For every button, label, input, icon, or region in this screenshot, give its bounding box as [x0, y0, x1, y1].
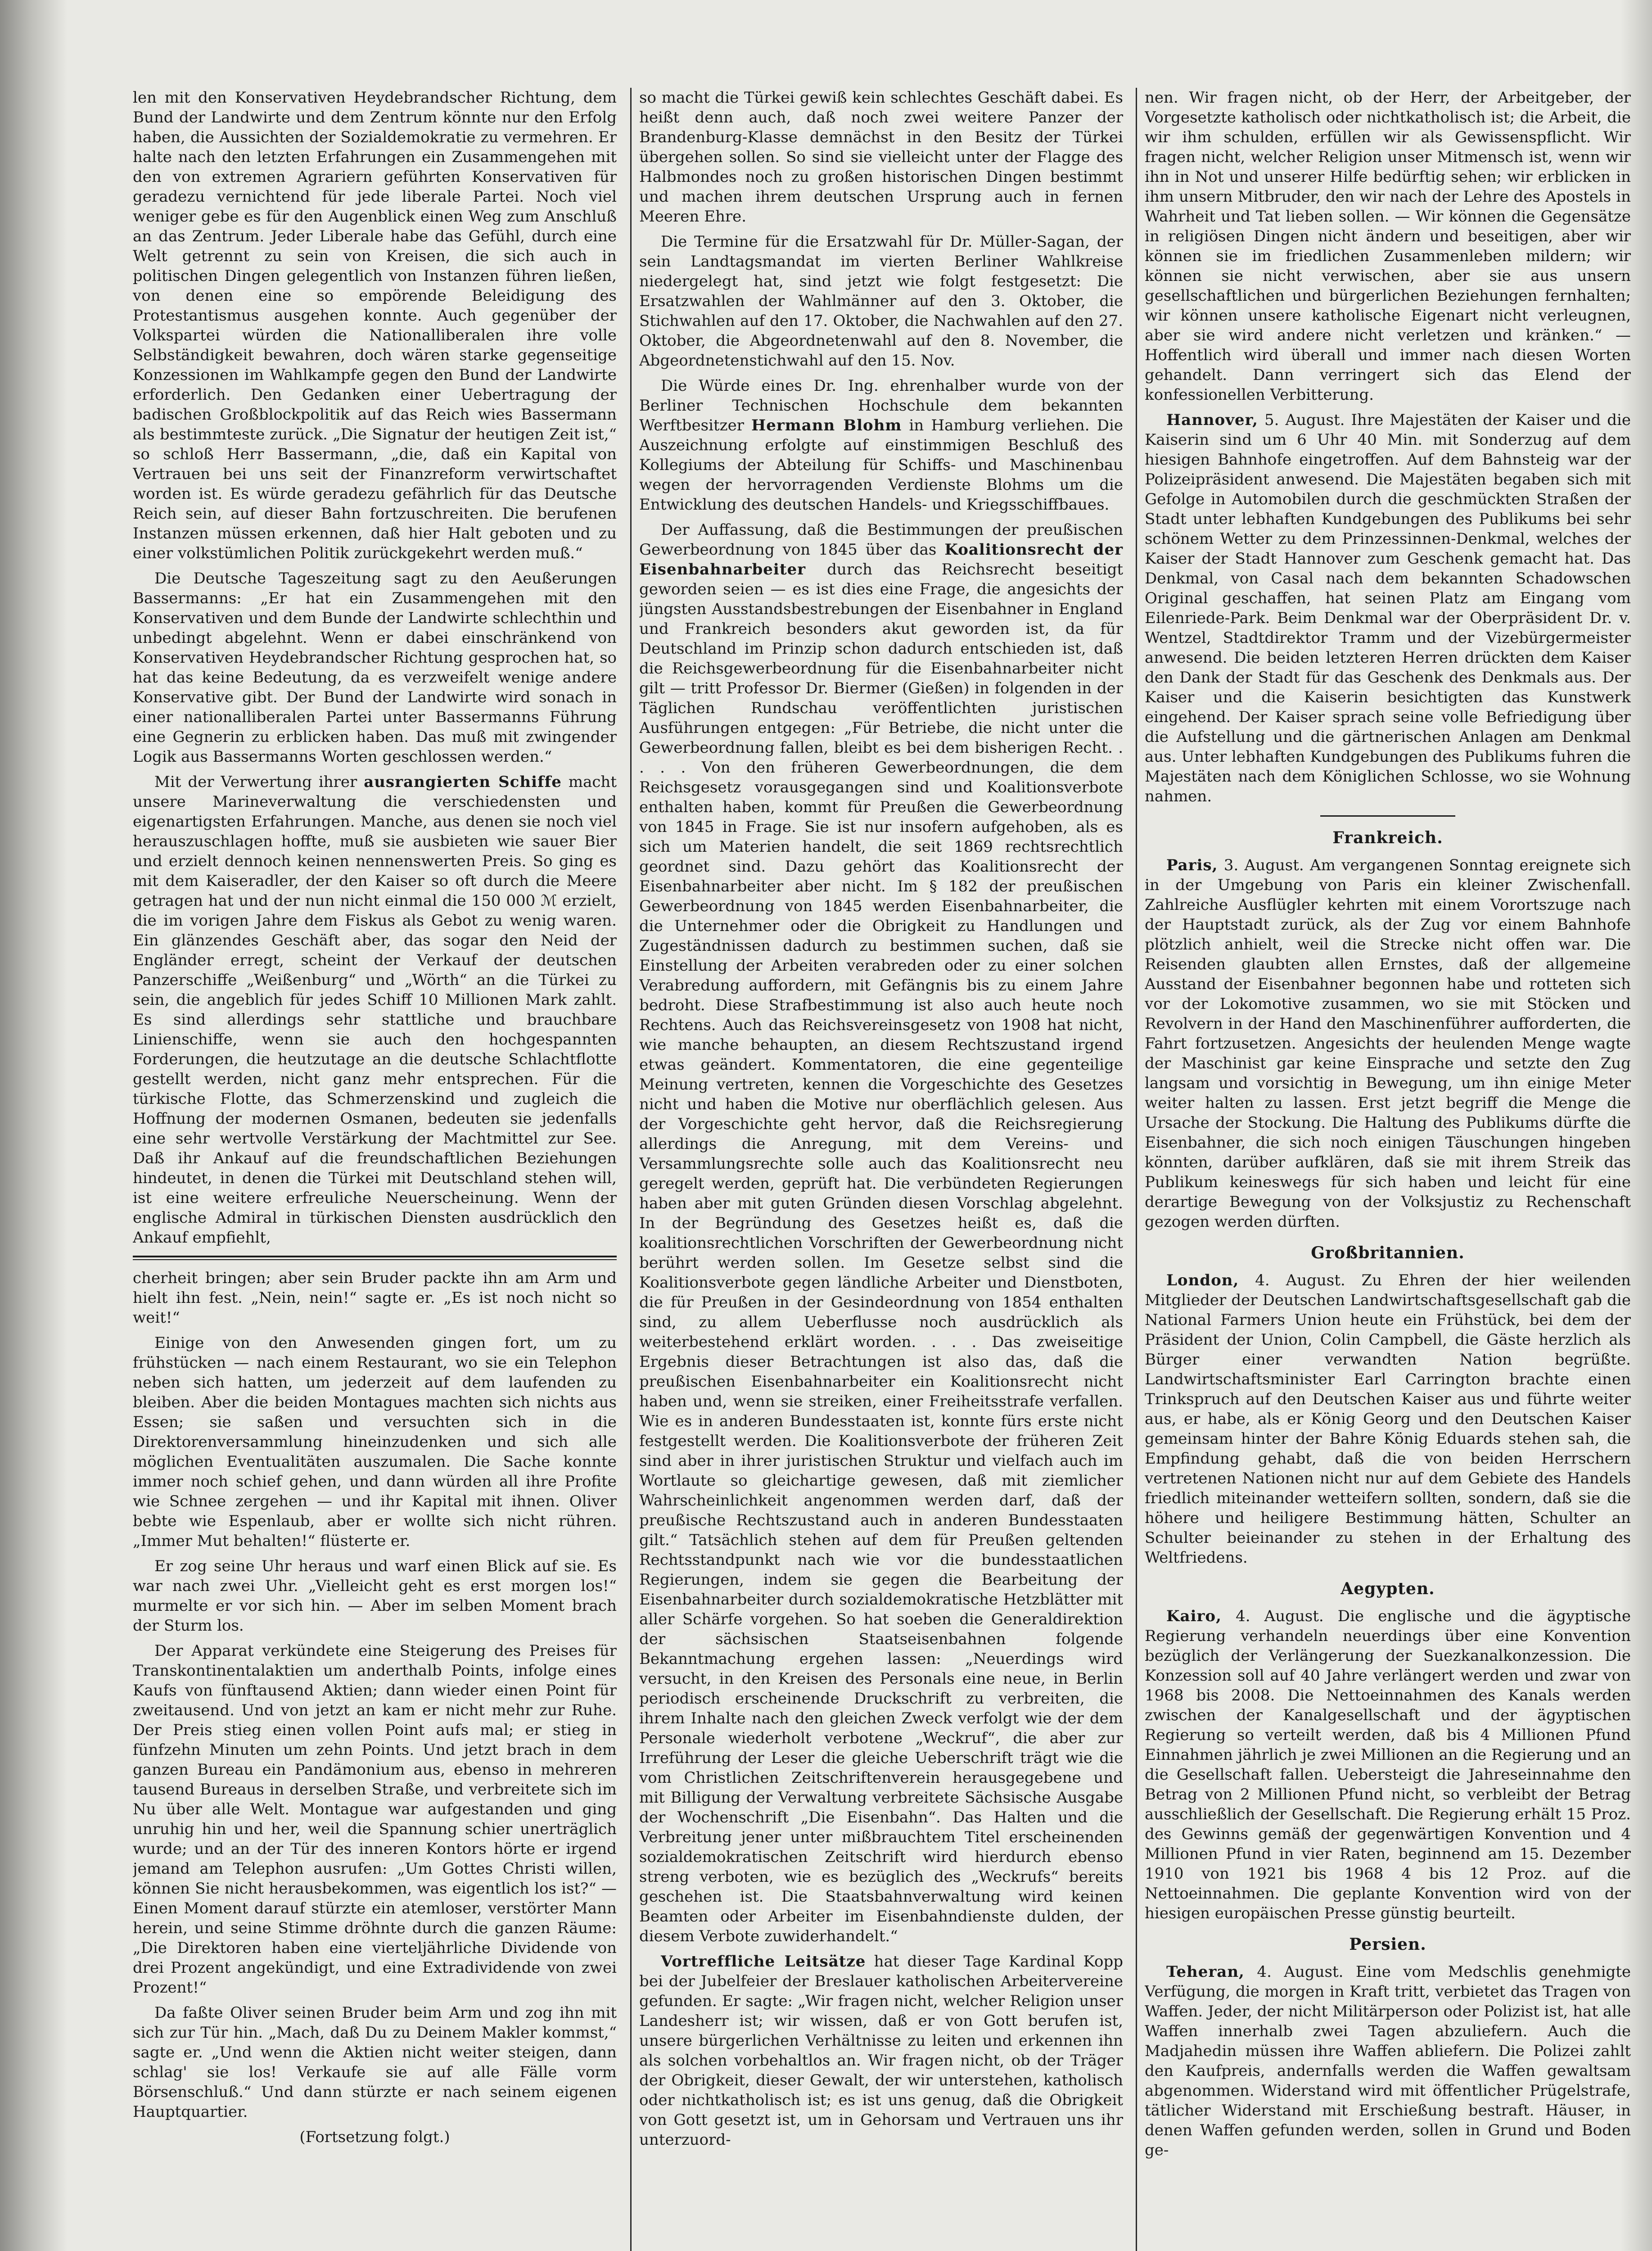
column-right: [1145, 88, 1631, 2251]
bold-keyword: Hermann Blohm: [751, 416, 902, 434]
serial-paragraph: Einige von den Anwesenden gingen fort, um zu frühstücken — nach einem Restaurant, wo sie ein Telephon neben sich hatten, um jederzeit auf dem laufenden zu bleiben. Aber die beiden Montagues machten sich nichts aus Essen; sie saßen und versuchten sich in die Direktorenversammlung hineinzudenken und sich alle möglichen Eventualitäten auszumalen. Die Sache konnte immer noch schief gehen, und dann würden all ihre Profite wie Schnee zergehen — und ihr Kapital mit ihnen. Oliver bebte wie Espenlaub, aber er wollte sich nicht rühren. „Immer Mut behalten!“ flüsterte er.: [133, 1334, 617, 1550]
text-run: Mit der Verwertung ihrer: [154, 773, 364, 791]
book-binding-shadow: [0, 0, 68, 2251]
article-paragraph: [133, 772, 617, 1248]
text-run: 4. August. Die englische und die ägyptische Regierung verhandeln neuerdings über eine Konvention bezüglich der Verlängerung der Suezkanalkonzession. Die Konzession soll auf 40 Jahre verlängert werden und zwar von 1968 bis 2008. Die Nettoeinnahmen des Kanals werden zwischen der Kanalgesellschaft und der ägyptischen Regierung so verteilt werden, daß bis 4 Millionen Pfund Einnahmen jährlich je zwei Millionen an die Regierung und an die Gesellschaft fallen. Uebersteigt die Jahreseinnahme den Betrag von 2 Millionen Pfund nicht, so verbleibt der Betrag ausschließlich der Gesellschaft. Die Regierung erhält 15 Proz. des Gewinns gemäß der gegenwärtigen Konvention und 4 Millionen Pfund in vier Raten, beginnend am 15. Dezember 1910 von 1921 bis 1968 4 bis 12 Proz. auf die Nettoeinnahmen. Die geplante Konvention wird von der hiesigen europäischen Presse günstig beurteilt.: [1145, 1607, 1631, 1922]
bold-keyword: Koalitionsrecht der Eisenbahnarbeiter: [639, 541, 1123, 579]
feuilleton-divider: [133, 1256, 617, 1260]
dateline: London,: [1166, 1271, 1239, 1289]
serial-paragraph: cherheit bringen; aber sein Bruder packte ihn am Arm und hielt ihn fest. „Nein, nein!“ sagte er. „Es ist noch nicht so weit!“: [133, 1269, 617, 1327]
article-paragraph: len mit den Konservativen Heydebrandscher Richtung, dem Bund der Landwirte und dem Zentrum könnte nur den Erfolg haben, die Aussichten der Sozialdemokratie zu vermehren. Er halte nach den letzten Erfahrungen ein Zusammengehen mit den von extremen Agrariern geführten Konservativen für geradezu vernichtend für jede liberale Partei. Noch viel weniger gebe es für den Augenblick einen Weg zum Anschluß an das Zentrum. Jeder Liberale habe das Gefühl, durch eine Welt getrennt zu sein von Kreisen, die sich auch in politischen Dingen gelegentlich von Instanzen führen ließen, von denen eine so empörende Beleidigung des Protestantismus ausgehen konnte. Auch gegenüber der Volkspartei würden die Nationalliberalen ihre volle Selbständigkeit bewahren, doch wären starke gegenseitige Konzessionen im Wahlkampfe gegen den Bund der Landwirte erforderlich. Den Gedanken einer Uebertragung der badischen Großblockpolitik auf das Reich wies Bassermann als bestimmteste zurück. „Die Signatur der heutigen Zeit ist,“ so schloß Herr Bassermann, „die, daß ein Kapital von Vertrauen bei uns seit der Finanzreform verwirtschaftet worden ist. Es würde geradezu gefährlich für das Deutsche Reich sein, auf dieser Bahn fortzuschreiten. Die berufenen Instanzen müssen erkennen, daß hier Halt geboten und zu einer volkstümlichen Politik zurückgekehrt werden muß.“: [133, 89, 617, 562]
text-run: in Hamburg verliehen. Die Auszeichnung erfolgte auf einstimmigen Beschluß des Kollegiums der Abteilung für Schiffs- und Maschinenbau wegen der hervorragenden Verdienste Blohms um die Entwicklung des deutschen Handels- und Kriegsschiffbaues.: [639, 416, 1123, 514]
article-paragraph: so macht die Türkei gewiß kein schlechtes Geschäft dabei. Es heißt denn auch, daß noch zwei weitere Panzer der Brandenburg-Klasse demnächst in den Besitz der Türkei übergehen sollen. So sind sie vielleicht unter der Flagge des Halbmondes noch zu großen historischen Dingen bestimmt und machen ihrem deutschen Ursprung auch in fernen Meeren Ehre.: [639, 89, 1123, 226]
bold-keyword: Vortreffliche Leitsätze: [661, 1953, 866, 1971]
dateline: Teheran,: [1166, 1963, 1245, 1981]
text-run: 5. August. Ihre Majestäten der Kaiser und die Kaiserin sind um 6 Uhr 40 Min. mit Sonderzug auf dem hiesigen Bahnhofe eingetroffen. Auf dem Bahnsteig war der Polizeipräsident anwesend. Die Majestäten begaben sich mit Gefolge in Automobilen durch die geschmückten Straßen der Stadt unter lebhaften Kundgebungen des Publikums bei sehr schönem Wetter zu dem Prinzessinnen-Denkmal, welches der Kaiser der Stadt Hannover zum Geschenk gemacht hat. Das Denkmal, von Casal nach dem bekannten Schadowschen Original geschaffen, hat seinen Platz am Eingang vom Eilenriede-Park. Beim Denkmal war der Oberpräsident Dr. v. Wentzel, Stadtdirektor Tramm und der Vizebürgermeister anwesend. Die beiden letzteren Herren drückten dem Kaiser den Dank der Stadt für das Geschenk des Denkmals aus. Der Kaiser und die Kaiserin besichtigten das Kunstwerk eingehend. Der Kaiser sprach seine volle Befriedigung über die Aufstellung und die gärtnerischen Anlagen am Denkmal aus. Unter lebhaften Kundgebungen des Publikums fuhren die Majestäten nach dem Königlichen Schlosse, wo sie Wohnung nahmen.: [1145, 411, 1631, 805]
bold-keyword: ausrangierten Schiffe: [364, 773, 562, 791]
text-run: Der Auffassung, daß die Bestimmungen der preußischen Gewerbeordnung von 1845 über das: [639, 521, 1123, 559]
continuation-note: (Fortsetzung folgt.): [299, 2128, 450, 2146]
dateline: Paris,: [1166, 856, 1218, 874]
news-item: [1145, 1270, 1631, 1568]
article-paragraph: [639, 520, 1123, 1946]
text-run: 4. August. Zu Ehren der hier weilenden Mitglieder der Deutschen Landwirtschaftsgesellschaft gab die National Farmers Union heute ein Frühstück, bei dem der Präsident der Union, Colin Campbell, die Gäste herzlich als Bürger einer verwandten Nation begrüßte. Landwirtschaftsminister Earl Carrington brachte einen Trinkspruch auf den Deutschen Kaiser aus und führte weiter aus, er habe, als er König Georg und den Deutschen Kaiser gemeinsam hinter der Bahre König Eduards stehen sah, die Empfindung gehabt, daß die von beiden Herrschern vertretenen Nationen nicht nur auf dem Gebiete des Handels friedlich miteinander wetteifern sollten, sondern, daß sie die höhere und heiligere Bestimmung hätten, Schulter an Schulter beieinander zu stehen in der Erhaltung des Weltfriedens.: [1145, 1271, 1631, 1567]
section-heading-persien: Persien.: [1349, 1935, 1426, 1954]
text-run: hat dieser Tage Kardinal Kopp bei der Jubelfeier der Breslauer katholischen Arbeitervereine gefunden. Er sagte: „Wir fragen nicht, welcher Religion unser Landesherr ist; wir wissen, daß er von Gott berufen ist, unsere bürgerlichen Verhältnisse zu leiten und erkennen ihn als solchen vorbehaltlos an. Wir fragen nicht, ob der Träger der Obrigkeit, dieser Gewalt, der wir unterstehen, katholisch oder nichtkatholisch ist; es ist uns genug, daß die Obrigkeit von Gott gesetzt ist, um in Gehorsam und Vertrauen uns ihr unterzuord-: [639, 1953, 1123, 2149]
article-paragraph: Die Deutsche Tageszeitung sagt zu den Aeußerungen Bassermanns: „Er hat ein Zusammengehen mit den Konservativen und dem Bunde der Landwirte schlechthin und unbedingt abgelehnt. Wenn er dabei einschränkend von Konservativen Heydebrandscher Richtung gesprochen hat, so hat das keine Bedeutung, da es verzweifelt wenige andere Konservative gibt. Der Bund der Landwirte wird sonach in einer nationalliberalen Partei unter Bassermanns Führung eine Gegnerin zu erblicken haben. Das muß mit zwingender Logik aus Bassermanns Worten geschlossen werden.“: [133, 570, 617, 766]
text-run: durch das Reichsrecht beseitigt geworden seien — es ist dies eine Frage, die angesichts der jüngsten Ausstandsbestrebungen der Eisenbahner in England und Frankreich besonders akut geworden ist, da für Deutschland im Prinzip schon dadurch entschieden ist, daß die Reichsgewerbeordnung für die Eisenbahnarbeiter nicht gilt — tritt Professor Dr. Biermer (Gießen) in folgenden in der Täglichen Rundschau veröffentlichten juristischen Ausführungen entgegen: „Für Betriebe, die nicht unter die Gewerbeordnung fallen, bleibt es bei dem bisherigen Recht. . . . . Von den früheren Gewerbeordnungen, die dem Reichsgesetz vorausgegangen sind und Koalitionsverbote enthalten haben, kommt für Preußen die Gewerbeordnung von 1845 in Frage. Sie ist nur insofern aufgehoben, als es sich um Materien handelt, die seit 1869 rechtsrechtlich geordnet sind. Dazu gehört das Koalitionsrecht der Eisenbahnarbeiter aber nicht. Im § 182 der preußischen Gewerbeordnung von 1845 werden Eisenbahnarbeiter, die die Unternehmer oder die Obrigkeit zu Handlungen und Zugeständnissen dadurch zu bestimmen suchen, daß sie Einstellung der Arbeiten verabreden oder zu einer solchen Verabredung auffordern, mit Gefängnis bis zu einem Jahre bedroht. Diese Strafbestimmung ist also auch heute noch Rechtens. Auch das Reichsvereinsgesetz von 1908 hat nicht, wie manche behaupten, an diesem Rechtszustand irgend etwas geändert. Kommentatoren, die eine gegenteilige Meinung vertreten, kennen die Vorgeschichte des Gesetzes nicht und haben die Motive nur oberflächlich gelesen. Aus der Vorgeschichte geht hervor, daß die Reichsregierung allerdings die Anregung, mit dem Vereins- und Versammlungsrechte solle auch das Koalitionsrecht neu geregelt werden, geprüft hat. Die verbündeten Regierungen haben aber mit guten Gründen diesen Vorschlag abgelehnt. In der Begründung des Gesetzes heißt es, daß die koalitionsrechtlichen Vorschriften der Gewerbeordnung nicht berührt werden sollen. Im Gesetze selbst sind die Koalitionsverbote gegen ländliche Arbeiter und Dienstboten, die für Preußen in der Gesindeordnung von 1854 enthalten sind, zu allem Ueberflusse noch ausdrücklich als weiterbestehend erklärt worden. . . . Das zweiseitige Ergebnis dieser Betrachtungen ist also das, daß die preußischen Eisenbahnarbeiter ein Koalitionsrecht nicht haben und, wenn sie streiken, einer Freiheitsstrafe verfallen. Wie es in anderen Bundesstaaten ist, konnte fürs erste nicht festgestellt werden. Die Koalitionsverbote der früheren Zeit sind aber in ihrer juristischen Struktur und vielfach auch im Wortlaute so gleichartige gewesen, daß mit ziemlicher Wahrscheinlichkeit angenommen werden darf, daß der preußische Rechtszustand auch in anderen Bundesstaaten gilt.“ Tatsächlich stehen auf dem für Preußen geltenden Rechtsstandpunkt nach wie vor die bundesstaatlichen Regierungen, indem sie gegen die Bearbeitung der Eisenbahnarbeiter durch sozialdemokratische Hetzblätter mit aller Schärfe vorgehen. So hat soeben die Generaldirektion der sächsischen Staatseisenbahnen folgende Bekanntmachung ergehen lassen: „Neuerdings wird versucht, in den Kreisen des Personals eine neue, in Berlin periodisch erscheinende Druckschrift zu verbreiten, die ihrem Inhalte nach den gleichen Zweck verfolgt wie der dem Personale wiederholt verbotene „Weckruf“, die aber zur Irreführung der Leser die gleiche Ueberschrift trägt wie die vom Christlichen Zeitschriftenverein herausgegebene und mit Billigung der Verwaltung verbreitete Sächsische Ausgabe der Wochenschrift „Die Eisenbahn“. Das Halten und die Verbreitung jener unter mißbrauchtem Titel erscheinenden sozialdemokratischen Zeitschrift wird hierdurch ebenso streng verboten, wie es bezüglich des „Weckrufs“ bereits geschehen ist. Die Staatsbahnverwaltung wird keinen Beamten oder Arbeiter im Eisenbahndienste dulden, der diesem Verbote zuwiderhandelt.“: [639, 560, 1123, 1945]
newspaper-page: [92, 88, 1632, 2251]
column-middle: [639, 88, 1123, 2251]
article-paragraph: Die Termine für die Ersatzwahl für Dr. Müller-Sagan, der sein Landtagsmandat im vierten Berliner Wahlkreise niedergelegt hat, sind jetzt wie folgt festgesetzt: Die Ersatzwahlen der Wahlmänner auf den 3. Oktober, die Stichwahlen auf den 17. Oktober, die Nachwahlen auf den 27. Oktober, die Abgeordnetenwahl auf den 8. November, die Abgeordnetenstichwahl auf den 15. Nov.: [639, 233, 1123, 370]
dateline: Kairo,: [1166, 1607, 1222, 1625]
text-run: 4. August. Eine vom Medschlis genehmigte Verfügung, die morgen in Kraft tritt, verbietet das Tragen von Waffen. Jeder, der nicht Militärperson oder Polizist ist, hat alle Waffen innerhalb zwei Tagen abzuliefern. Auch die Madjahedin müssen ihre Waffen abliefern. Die Polizei zahlt den Kaufpreis, andernfalls werden die Waffen gewaltsam abgenommen. Widerstand wird mit öffentlicher Prügelstrafe, tätlicher Widerstand mit Erschießung bestraft. Häuser, in denen Waffen gefunden werden, sollen in Grund und Boden ge-: [1145, 1963, 1631, 2159]
serial-paragraph: Da faßte Oliver seinen Bruder beim Arm und zog ihn mit sich zur Tür hin. „Mach, daß Du zu Deinem Makler kommst,“ sagte er. „Und wenn die Aktien nicht weiter steigen, dann schlag' sie los! Verkaufe sie auf alle Fälle vorm Börsenschluß.“ Und dann stürzte er nach seinem eigenen Hauptquartier.: [133, 2004, 617, 2121]
article-paragraph: [639, 1952, 1123, 2150]
news-item: [1145, 855, 1631, 1232]
column-rule-left: [630, 88, 632, 2251]
text-run: Die Würde eines Dr. Ing. ehrenhalber wurde von der Berliner Technischen Hochschule dem bekannten Werftbesitzer: [639, 377, 1123, 434]
section-heading-grossbritannien: Großbritannien.: [1311, 1243, 1465, 1262]
section-rule: [1320, 815, 1455, 817]
column-left: [133, 88, 617, 2251]
news-item: [1145, 1962, 1631, 2160]
article-paragraph: nen. Wir fragen nicht, ob der Herr, der Arbeitgeber, der Vorgesetzte katholisch oder nichtkatholisch ist; die Arbeit, die wir ihm schulden, erfüllen wir als Gewissenspflicht. Wir fragen nicht, welcher Religion unser Mitmensch ist, wenn wir ihn in Not und unserer Hilfe bedürftig sehen; wir erblicken in ihm unsern Mitbruder, den wir nach der Lehre des Apostels in Wahrheit und Tat lieben sollen. — Wir können die Gegensätze in religiösen Dingen nicht ändern und beseitigen, aber wir können sie im friedlichen Zusammenleben mildern; wir können sie nicht verwischen, aber sie aus unsern gesellschaftlichen und bürgerlichen Beziehungen fernhalten; wir können unsere katholische Eigenart nicht verleugnen, aber sie wird andere nicht verletzen und kränken.“ — Hoffentlich wird überall und immer nach diesen Worten gehandelt. Dann verringert sich das Elend der konfessionellen Verbitterung.: [1145, 89, 1631, 404]
text-run: macht unsere Marineverwaltung die verschiedensten und eigenartigsten Erfahrungen. Manche, aus denen sie noch viel herauszuschlagen hoffte, muß sie ausbieten wie sauer Bier und erzielt dennoch keinen nennenswerten Preis. So ging es mit dem Kaiseradler, der den Kaiser so oft durch die Meere getragen hat und der nun nicht einmal die 150 000 ℳ erzielt, die im vorigen Jahre dem Fiskus als Gebot zu wenig waren. Ein glänzendes Geschäft aber, das sogar den Neid der Engländer erregt, scheint der Verkauf der deutschen Panzerschiffe „Weißenburg“ und „Wörth“ an die Türkei zu sein, die angeblich für jedes Schiff 10 Millionen Mark zahlt. Es sind allerdings sehr stattliche und brauchbare Linienschiffe, wenn sie auch den hochgespannten Forderungen, die heutzutage an die deutsche Schlachtflotte gestellt werden, nicht ganz mehr entsprechen. Für die türkische Flotte, das Schmerzenskind und zugleich die Hoffnung der modernen Osmanen, bedeuten sie jedenfalls eine sehr wertvolle Verstärkung der Machtmittel zur See. Daß ihr Ankauf auf die freundschaftlichen Beziehungen hindeutet, in denen die Türkei mit Deutschland stehen will, ist eine weitere erfreuliche Neuerscheinung. Wenn der englische Admiral in türkischen Diensten ausdrücklich den Ankauf empfiehlt,: [133, 773, 617, 1247]
serial-paragraph: Er zog seine Uhr heraus und warf einen Blick auf sie. Es war nach zwei Uhr. „Vielleicht geht es erst morgen los!“ murmelte er vor sich hin. — Aber im selben Moment brach der Sturm los.: [133, 1557, 617, 1635]
article-paragraph: [639, 376, 1123, 515]
section-heading-aegypten: Aegypten.: [1341, 1579, 1435, 1598]
news-item: [1145, 1606, 1631, 1923]
serial-paragraph: Der Apparat verkündete eine Steigerung des Preises für Transkontinentalaktien um anderthalb Points, infolge eines Kaufs von fünftausend Aktien; dann wieder einen Point für zweitausend. Und von jetzt an kam er nicht mehr zur Ruhe. Der Preis stieg einen vollen Point aufs mal; er stieg in fünfzehn Minuten um zehn Points. Und jetzt brach in dem ganzen Bureau ein Pandämonium aus, ebenso in mehreren tausend Bureaus in derselben Straße, und verbreitete sich im Nu über alle Welt. Montague war aufgestanden und ging unruhig hin und her, weil die Spannung schier unerträglich wurde; und an der Tür des inneren Kontors hörte er irgend jemand am Telephon ausrufen: „Um Gottes Christi willen, können Sie nicht herausbekommen, was eigentlich los ist?“ — Einen Moment darauf stürzte ein atemloser, verstörter Mann herein, und seine Stimme dröhnte durch die ganzen Räume: „Die Direktoren haben eine vierteljährliche Dividende von drei Prozent angekündigt, und eine Extradividende von zwei Prozent!“: [133, 1642, 617, 1997]
dateline: Hannover,: [1166, 411, 1258, 429]
section-heading-frankreich: Frankreich.: [1332, 828, 1443, 847]
news-item: [1145, 410, 1631, 806]
text-run: 3. August. Am vergangenen Sonntag ereignete sich in der Umgebung von Paris ein kleiner Zwischenfall. Zahlreiche Ausflügler kehrten mit einem Vorortszuge nach der Hauptstadt zurück, als der Zug vor einem Bahnhofe plötzlich anhielt, weil die Strecke nicht offen war. Die Reisenden glaubten allen Ernstes, daß der allgemeine Ausstand der Eisenbahner begonnen habe und rotteten sich vor der Lokomotive zusammen, wo sie mit Stöcken und Revolvern in der Hand den Maschinenführer aufforderten, die Fahrt fortzusetzen. Angesichts der heulenden Menge wagte der Maschinist gar keine Einsprache und setzte den Zug langsam und vorsichtig in Bewegung, um ihn einige Meter weiter halten zu lassen. Erst jetzt begriff die Menge die Ursache der Stockung. Die Haltung des Publikums dürfte die Eisenbahner, die sich noch einigen Täuschungen hingeben könnten, darüber aufklären, daß sie mit ihrem Streik das Publikum keineswegs für sich haben und leicht für eine derartige Bewegung von der Volksjustiz zu Rechenschaft gezogen werden dürften.: [1145, 856, 1631, 1231]
column-rule-right: [1136, 88, 1137, 2251]
